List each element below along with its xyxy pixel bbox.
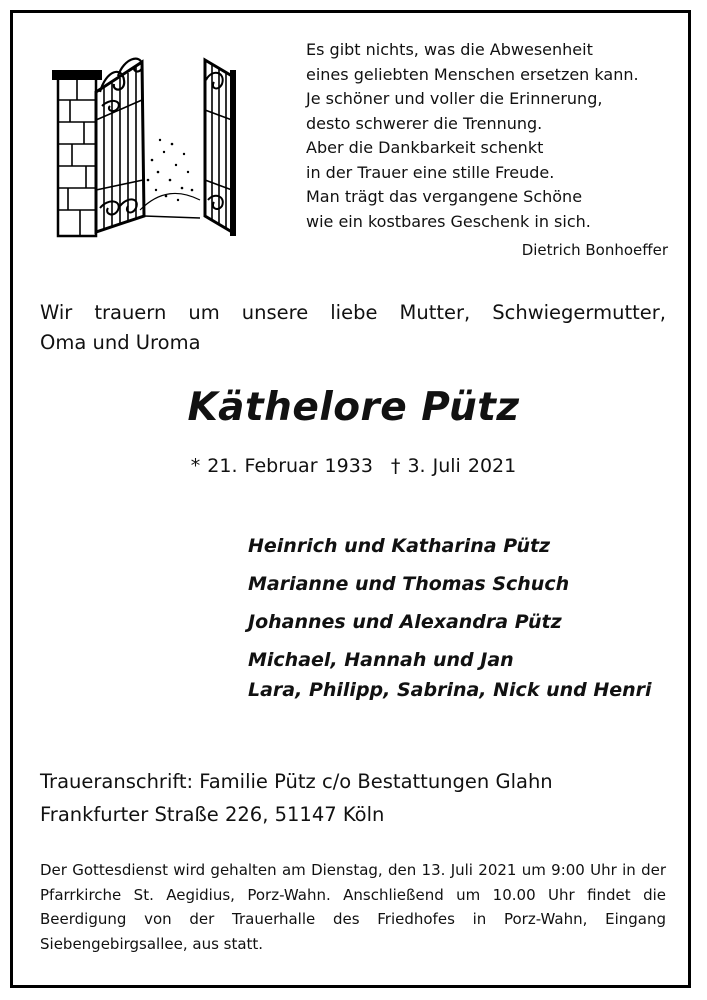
poem-line: Es gibt nichts, was die Abwesenheit xyxy=(306,40,593,59)
intro-line-1 xyxy=(40,298,666,328)
family-member-line: Lara, Philipp, Sabrina, Nick und Henri xyxy=(248,679,652,701)
family-member-line: Johannes und Alexandra Pütz xyxy=(248,611,562,633)
poem-line: in der Trauer eine stille Freude. xyxy=(306,162,555,182)
poem-line: eines geliebten Menschen ersetzen kann. xyxy=(306,64,639,84)
intro-line-2: Oma und Uroma xyxy=(40,331,201,354)
family-member-line: Heinrich und Katharina Pütz xyxy=(248,535,551,557)
intro-word: trauern xyxy=(94,301,167,324)
death-date: † 3. Juli 2021 xyxy=(390,455,517,477)
condolence-address xyxy=(40,765,553,831)
intro-word: liebe xyxy=(330,301,378,324)
mourning-family xyxy=(248,531,652,713)
bonhoeffer-poem xyxy=(306,38,668,234)
deceased-name: Käthelore Pütz xyxy=(187,385,520,430)
family-member-line: Michael, Hannah und Jan xyxy=(248,649,514,671)
birth-date: * 21. Februar 1933 xyxy=(190,455,373,477)
life-dates xyxy=(0,455,707,477)
address-line-1: Traueranschrift: Familie Pütz c/o Bestattungen Glahn xyxy=(40,770,553,793)
intro-word: Wir xyxy=(40,301,73,324)
poem-author: Dietrich Bonhoeffer xyxy=(521,241,668,259)
family-member-line: Marianne und Thomas Schuch xyxy=(248,573,570,595)
intro-word: Schwiegermutter, xyxy=(492,301,666,324)
poem-line: Je schöner und voller die Erinnerung, xyxy=(306,89,603,108)
intro-word: unsere xyxy=(241,301,309,324)
poem-line: Man trägt das vergangene Schöne xyxy=(306,187,583,206)
cemetery-gate-illustration xyxy=(40,40,250,240)
mourning-intro xyxy=(40,298,666,358)
poem-line: wie ein kostbares Geschenk in sich. xyxy=(306,211,591,231)
poem-line: Aber die Dankbarkeit schenkt xyxy=(306,138,544,157)
address-line-2: Frankfurter Straße 226, 51147 Köln xyxy=(40,803,385,826)
poem-line: desto schwerer die Trennung. xyxy=(306,113,543,133)
intro-word: Mutter, xyxy=(399,301,471,324)
intro-word: um xyxy=(188,301,220,324)
service-information: Der Gottesdienst wird gehalten am Dienstag, den 13. Juli 2021 um 9:00 Uhr in der Pfarrkirche St. Aegidius, Porz-Wahn. Anschließend um 10.00 Uhr findet die Beerdigung von der Trauerhalle des Friedhofes in Porz-Wahn, Eingang Siebengebirgsallee, aus statt. xyxy=(40,861,666,953)
